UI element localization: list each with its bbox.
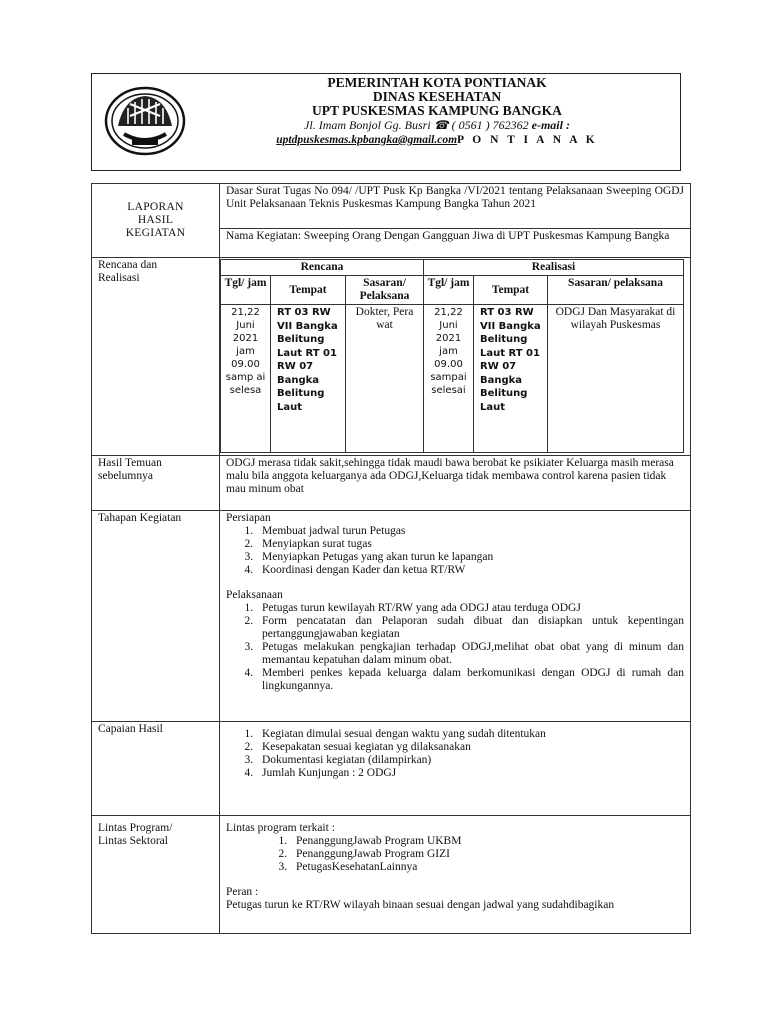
row-tahapan [92,511,691,722]
rencana-sasaran-value: Dokter, Pera wat [346,305,424,453]
peran-title: Peran : [226,886,259,898]
schedule-cell [220,258,691,456]
capaian-content [220,722,691,816]
letterhead-email-line [202,134,672,146]
realisasi-sasaran-header: Sasaran/ pelaksana [548,276,684,305]
email-link[interactable]: uptdpuskesmas.kpbangka@gmail.com [276,134,458,146]
persiapan-title: Persiapan [226,512,271,524]
list-item: 4. Jumlah Kunjungan : 2 ODGJ [256,767,684,780]
tahapan-content [220,511,691,722]
pelaksanaan-title: Pelaksanaan [226,589,283,601]
city-name: P O N T I A N A K [457,134,598,146]
realisasi-tempat-header: Tempat [474,276,548,305]
capaian-list [226,728,684,780]
pelaksanaan-list [226,602,684,693]
letterhead-government: PEMERINTAH KOTA PONTIANAK [327,75,547,90]
address-text: Jl. Imam Bonjol Gg. Busri ☎ ( 0561 ) 762362 [304,118,529,132]
row-dasar [92,184,691,229]
letterhead-address [202,118,672,133]
rencana-label [92,258,220,456]
list-item: 3. Menyiapkan Petugas yang akan turun ke lapangan [256,551,684,564]
row-rencana-realisasi [92,258,691,456]
rencana-label-text: Rencana dan Realisasi [98,259,158,284]
realisasi-sasaran-value: ODGJ Dan Masyarakat di wilayah Puskesmas [548,305,684,453]
list-item: 4. Koordinasi dengan Kader dan ketua RT/RW [256,564,684,577]
rencana-tempat-header: Tempat [271,276,346,305]
row-hasil-temuan [92,456,691,511]
city-emblem-logo [104,86,186,156]
letterhead-unit: UPT PUSKESMAS KAMPUNG BANGKA [312,103,562,118]
report-table [91,183,691,934]
report-title [92,184,220,258]
rencana-tgl-header: Tgl/ jam [221,276,271,305]
list-item: 3. Dokumentasi kegiatan (dilampirkan) [256,754,684,767]
peran-text: Petugas turun ke RT/RW wilayah binaan sesuai dengan jadwal yang sudahdibagikan [226,899,615,911]
capaian-label: Capaian Hasil [92,722,220,816]
persiapan-list [226,525,684,577]
tahapan-label: Tahapan Kegiatan [92,511,220,722]
schedule-table [220,259,684,453]
hasil-label [92,456,220,511]
realisasi-header: Realisasi [424,260,684,276]
nama-kegiatan: Nama Kegiatan: Sweeping Orang Dengan Gangguan Jiwa di UPT Puskesmas Kampung Bangka [220,229,691,258]
hasil-label-text: Hasil Temuan sebelumnya [98,457,162,482]
list-item: 1. Petugas turun kewilayah RT/RW yang ada ODGJ atau terduga ODGJ [256,602,684,615]
rencana-tgl-value: 21,22 Juni 2021 jam 09.00 samp ai selesa [221,305,271,453]
list-item: 1. PenanggungJawab Program UKBM [290,835,684,848]
dasar-surat-tugas: Dasar Surat Tugas No 094/ /UPT Pusk Kp Bangka /VI/2021 tentang Pelaksanaan Sweeping OGDJ Unit Pelaksanaan Teknis Puskesmas Kampung Bangka Tahun 2021 [220,184,691,229]
row-capaian [92,722,691,816]
rencana-sasaran-header: Sasaran/ Pelaksana [346,276,424,305]
list-item: 2. PenanggungJawab Program GIZI [290,848,684,861]
email-label: e-mail : [531,118,570,132]
row-lintas [92,816,691,934]
list-item: 2. Kesepakatan sesuai kegiatan yg dilaksanakan [256,741,684,754]
list-item: 2. Menyiapkan surat tugas [256,538,684,551]
list-item: 1. Kegiatan dimulai sesuai dengan waktu yang sudah ditentukan [256,728,684,741]
list-item: 3. Petugas melakukan pengkajian terhadap ODGJ,melihat obat obat yang di minum dan memantau kepatuhan dalam minum obat. [256,641,684,667]
hasil-temuan-text: ODGJ merasa tidak sakit,sehingga tidak maudi bawa berobat ke psikiater Keluarga masih merasa malu bila anggota keluarganya ada ODGJ,Keluarga tidak membawa control karena pasien tidak mau minum obat [220,456,691,511]
rencana-header: Rencana [221,260,424,276]
lintas-list [226,835,684,874]
list-item: 3. PetugasKesehatanLainnya [290,861,684,874]
letterhead-department: DINAS KESEHATAN [372,89,502,104]
lintas-label-text: Lintas Program/ Lintas Sektoral [98,822,173,847]
report-title-text: LAPORAN HASIL KEGIATAN [125,201,186,239]
rencana-tempat-value: RT 03 RW VII Bangka Belitung Laut RT 01 RW 07 Bangka Belitung Laut [271,305,346,453]
letterhead [91,73,681,171]
realisasi-tgl-value: 21,22 Juni 2021 jam 09.00 sampai selesai [424,305,474,453]
lintas-label [92,816,220,934]
lintas-title: Lintas program terkait : [226,822,335,834]
lintas-content [220,816,691,934]
realisasi-tempat-value: RT 03 RW VII Bangka Belitung Laut RT 01 RW 07 Bangka Belitung Laut [474,305,548,453]
realisasi-tgl-header: Tgl/ jam [424,276,474,305]
list-item: 4. Memberi penkes kepada keluarga dalam berkomunikasi dengan ODGJ di rumah dan lingkungannya. [256,667,684,693]
list-item: 2. Form pencatatan dan Pelaporan sudah dibuat dan disiapkan untuk kepentingan pertanggungjawaban kegiatan [256,615,684,641]
list-item: 1. Membuat jadwal turun Petugas [256,525,684,538]
